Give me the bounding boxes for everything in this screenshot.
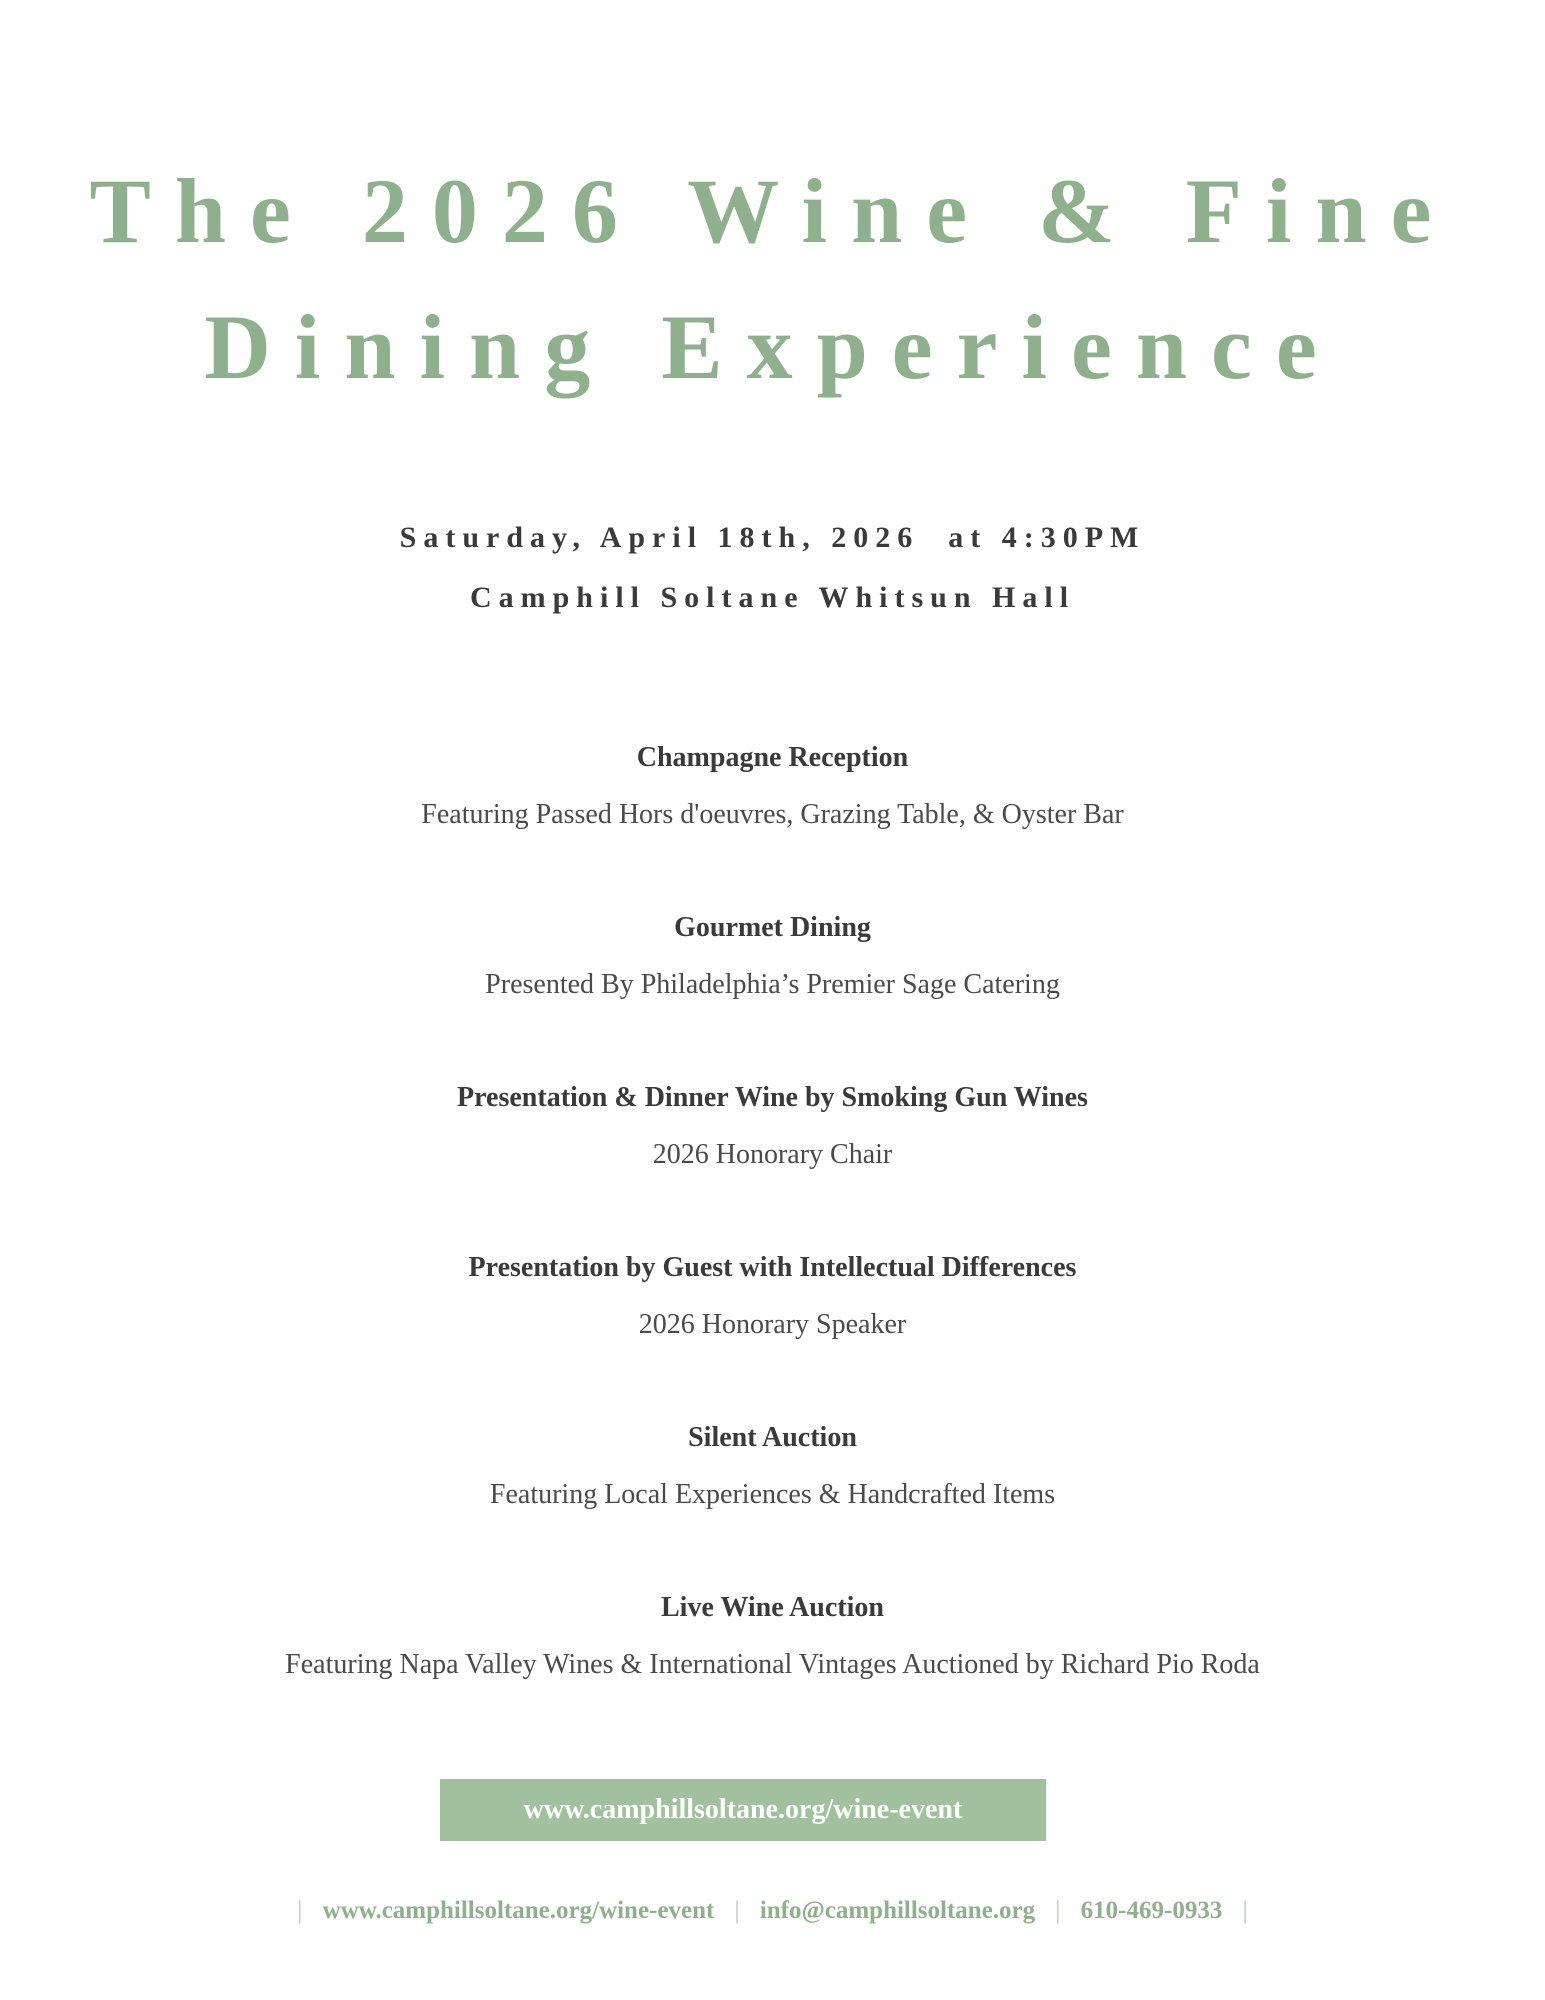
section-heading: Silent Auction [688,1422,857,1453]
footer-separator: | [297,1897,303,1924]
section-heading: Gourmet Dining [674,912,871,943]
footer-separator: | [734,1897,740,1924]
section-heading: Presentation by Guest with Intellectual Differences [468,1252,1077,1283]
section-heading: Champagne Reception [636,742,909,773]
section-description: Featuring Napa Valley Wines & International Vintages Auctioned by Richard Pio Roda [285,1649,1260,1680]
event-date-time: Saturday, April 18th, 2026 at 4:30PM [399,521,1146,554]
section-description: Presented By Philadelphia’s Premier Sage Catering [485,969,1060,1000]
section-description: Featuring Passed Hors d'oeuvres, Grazing Table, & Oyster Bar [421,799,1124,830]
section-live-wine-auction [0,1594,1545,1679]
section-description: Featuring Local Experiences & Handcrafted Items [489,1479,1056,1510]
section-dinner-wine-presentation [0,1084,1545,1169]
event-url-button[interactable]: www.camphillsoltane.org/wine-event [440,1779,1046,1841]
event-venue: Camphill Soltane Whitsun Hall [469,581,1076,614]
section-gourmet-dining [0,914,1545,999]
footer-website-link[interactable]: www.camphillsoltane.org/wine-event [322,1897,715,1924]
section-description: 2026 Honorary Chair [652,1139,893,1170]
section-heading: Presentation & Dinner Wine by Smoking Gun Wines [457,1082,1088,1113]
event-title-line-2: Dining Experience [204,296,1341,398]
footer-separator: | [1242,1897,1248,1924]
section-guest-presentation [0,1254,1545,1339]
footer-separator: | [1055,1897,1061,1924]
contact-footer [0,1898,1545,1923]
section-silent-auction [0,1424,1545,1509]
section-description: 2026 Honorary Speaker [638,1309,907,1340]
section-heading: Live Wine Auction [660,1592,884,1623]
event-title-line-1: The 2026 Wine & Fine [89,160,1456,262]
section-champagne-reception [0,744,1545,829]
footer-email-link[interactable]: info@camphillsoltane.org [759,1897,1036,1924]
footer-phone-link[interactable]: 610-469-0933 [1080,1897,1223,1924]
